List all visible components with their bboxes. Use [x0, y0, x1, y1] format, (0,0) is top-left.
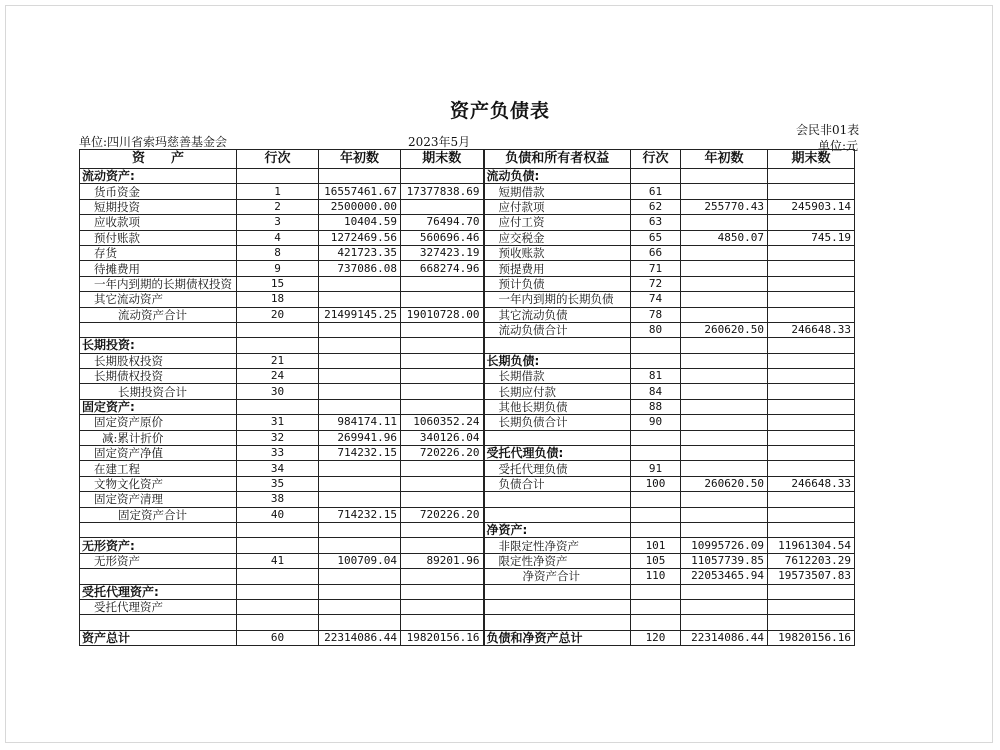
table-row: [80, 338, 855, 353]
liability-begin-value: [681, 507, 768, 522]
asset-begin-value: [319, 384, 401, 399]
asset-name: 长期股权投资: [80, 353, 237, 368]
asset-begin-value: [319, 492, 401, 507]
liability-end-value: [768, 215, 855, 230]
reporting-period: 2023年5月: [408, 135, 471, 149]
liability-line-no: 71: [631, 261, 681, 276]
asset-name: 受托代理资产: [80, 599, 237, 614]
asset-end-value: 668274.96: [401, 261, 484, 276]
asset-name: 文物文化资产: [80, 476, 237, 491]
liability-begin-value: 260620.50: [681, 476, 768, 491]
liability-name: 一年内到期的长期负债: [484, 292, 631, 307]
col-header-line: 行次: [237, 150, 319, 169]
liability-end-value: 19820156.16: [768, 630, 855, 645]
asset-end-value: [401, 338, 484, 353]
asset-name: 固定资产净值: [80, 446, 237, 461]
asset-begin-value: [319, 292, 401, 307]
asset-name: 固定资产合计: [80, 507, 237, 522]
liability-name: 长期负债:: [484, 353, 631, 368]
asset-begin-value: 21499145.25: [319, 307, 401, 322]
asset-end-value: [401, 461, 484, 476]
liability-name: [484, 507, 631, 522]
liability-name: [484, 584, 631, 599]
asset-end-value: [401, 492, 484, 507]
liability-begin-value: [681, 461, 768, 476]
liability-begin-value: 22053465.94: [681, 569, 768, 584]
liability-end-value: [768, 615, 855, 630]
liability-line-no: [631, 522, 681, 537]
asset-line-no: 40: [237, 507, 319, 522]
asset-end-value: [401, 615, 484, 630]
liability-begin-value: [681, 261, 768, 276]
liability-begin-value: [681, 307, 768, 322]
liability-end-value: [768, 261, 855, 276]
table-row: [80, 461, 855, 476]
asset-end-value: [401, 538, 484, 553]
asset-begin-value: 714232.15: [319, 507, 401, 522]
asset-line-no: [237, 399, 319, 414]
liability-begin-value: [681, 492, 768, 507]
liability-end-value: 246648.33: [768, 322, 855, 337]
liability-name: 预收账款: [484, 245, 631, 260]
liability-name: 长期应付款: [484, 384, 631, 399]
asset-line-no: 38: [237, 492, 319, 507]
liability-line-no: 74: [631, 292, 681, 307]
liability-end-value: [768, 307, 855, 322]
report-title: 资产负债表: [449, 100, 550, 122]
liability-begin-value: 260620.50: [681, 322, 768, 337]
liability-begin-value: [681, 399, 768, 414]
currency-unit: 单位:元: [818, 139, 859, 153]
liability-name: 流动负债合计: [484, 322, 631, 337]
liability-end-value: [768, 169, 855, 184]
asset-begin-value: [319, 569, 401, 584]
asset-end-value: [401, 322, 484, 337]
liability-begin-value: [681, 430, 768, 445]
liability-end-value: [768, 338, 855, 353]
asset-end-value: 720226.20: [401, 446, 484, 461]
asset-name: 预付账款: [80, 230, 237, 245]
liability-end-value: 19573507.83: [768, 569, 855, 584]
asset-line-no: 2: [237, 199, 319, 214]
asset-begin-value: [319, 599, 401, 614]
col-header-asset: 资 产: [80, 150, 237, 169]
asset-begin-value: 984174.11: [319, 415, 401, 430]
asset-name: 固定资产原价: [80, 415, 237, 430]
asset-line-no: 35: [237, 476, 319, 491]
liability-end-value: 246648.33: [768, 476, 855, 491]
asset-name: [80, 522, 237, 537]
table-row: [80, 584, 855, 599]
asset-end-value: [401, 199, 484, 214]
asset-end-value: [401, 599, 484, 614]
asset-begin-value: 714232.15: [319, 446, 401, 461]
liability-line-no: [631, 446, 681, 461]
liability-name: 流动负债:: [484, 169, 631, 184]
asset-line-no: 9: [237, 261, 319, 276]
asset-line-no: 1: [237, 184, 319, 199]
balance-sheet-table: [79, 149, 855, 646]
balance-sheet-body: [80, 150, 855, 646]
asset-line-no: 3: [237, 215, 319, 230]
liability-end-value: [768, 184, 855, 199]
asset-line-no: [237, 169, 319, 184]
liability-line-no: 90: [631, 415, 681, 430]
asset-end-value: 89201.96: [401, 553, 484, 568]
liability-name: 限定性净资产: [484, 553, 631, 568]
liability-begin-value: [681, 615, 768, 630]
liability-line-no: 101: [631, 538, 681, 553]
asset-line-no: 60: [237, 630, 319, 645]
liability-end-value: [768, 369, 855, 384]
liability-name: [484, 430, 631, 445]
liability-end-value: [768, 245, 855, 260]
liability-begin-value: [681, 245, 768, 260]
asset-end-value: 17377838.69: [401, 184, 484, 199]
asset-end-value: 76494.70: [401, 215, 484, 230]
asset-line-no: [237, 338, 319, 353]
table-row: [80, 230, 855, 245]
asset-line-no: 33: [237, 446, 319, 461]
liability-line-no: 66: [631, 245, 681, 260]
table-row: [80, 630, 855, 645]
asset-line-no: 24: [237, 369, 319, 384]
asset-name: 固定资产:: [80, 399, 237, 414]
asset-end-value: [401, 369, 484, 384]
liability-end-value: [768, 599, 855, 614]
liability-end-value: [768, 522, 855, 537]
asset-end-value: [401, 353, 484, 368]
asset-line-no: 31: [237, 415, 319, 430]
liability-end-value: [768, 415, 855, 430]
liability-end-value: 7612203.29: [768, 553, 855, 568]
liability-begin-value: 10995726.09: [681, 538, 768, 553]
liability-end-value: 11961304.54: [768, 538, 855, 553]
liability-line-no: 72: [631, 276, 681, 291]
liability-name: 负债合计: [484, 476, 631, 491]
col-header-end-2: 期末数: [768, 150, 855, 169]
liability-begin-value: [681, 584, 768, 599]
asset-begin-value: [319, 399, 401, 414]
col-header-liabilities: 负债和所有者权益: [484, 150, 631, 169]
liability-line-no: 78: [631, 307, 681, 322]
asset-name: 短期投资: [80, 199, 237, 214]
liability-name: 其他长期负债: [484, 399, 631, 414]
liability-end-value: [768, 384, 855, 399]
liability-begin-value: 11057739.85: [681, 553, 768, 568]
asset-name: 无形资产:: [80, 538, 237, 553]
liability-name: 负债和净资产总计: [484, 630, 631, 645]
asset-name: [80, 615, 237, 630]
table-header-row: [80, 150, 855, 169]
asset-begin-value: [319, 584, 401, 599]
table-row: [80, 415, 855, 430]
asset-begin-value: 16557461.67: [319, 184, 401, 199]
liability-begin-value: 4850.07: [681, 230, 768, 245]
liability-name: 应付款项: [484, 199, 631, 214]
asset-end-value: 19820156.16: [401, 630, 484, 645]
asset-line-no: [237, 599, 319, 614]
asset-end-value: [401, 292, 484, 307]
liability-line-no: 110: [631, 569, 681, 584]
asset-begin-value: [319, 276, 401, 291]
asset-name: 存货: [80, 245, 237, 260]
table-row: [80, 184, 855, 199]
form-code: 会民非01表: [796, 123, 860, 137]
liability-end-value: [768, 430, 855, 445]
liability-name: 预计负债: [484, 276, 631, 291]
asset-name: 长期债权投资: [80, 369, 237, 384]
liability-name: [484, 338, 631, 353]
liability-end-value: [768, 507, 855, 522]
liability-name: 长期负债合计: [484, 415, 631, 430]
asset-begin-value: 22314086.44: [319, 630, 401, 645]
asset-name: 减:累计折价: [80, 430, 237, 445]
asset-name: 流动资产合计: [80, 307, 237, 322]
liability-name: 预提费用: [484, 261, 631, 276]
asset-line-no: [237, 538, 319, 553]
table-row: [80, 599, 855, 614]
liability-begin-value: [681, 292, 768, 307]
liability-name: 受托代理负债:: [484, 446, 631, 461]
asset-line-no: 34: [237, 461, 319, 476]
asset-end-value: [401, 476, 484, 491]
asset-name: 受托代理资产:: [80, 584, 237, 599]
asset-name: 一年内到期的长期债权投资: [80, 276, 237, 291]
liability-end-value: [768, 276, 855, 291]
liability-line-no: 105: [631, 553, 681, 568]
liability-line-no: [631, 492, 681, 507]
asset-begin-value: [319, 353, 401, 368]
liability-end-value: [768, 353, 855, 368]
liability-line-no: 81: [631, 369, 681, 384]
asset-line-no: 32: [237, 430, 319, 445]
asset-begin-value: [319, 169, 401, 184]
liability-name: 短期借款: [484, 184, 631, 199]
asset-line-no: 41: [237, 553, 319, 568]
liability-end-value: [768, 446, 855, 461]
liability-line-no: [631, 507, 681, 522]
liability-name: 受托代理负债: [484, 461, 631, 476]
liability-line-no: [631, 338, 681, 353]
asset-begin-value: [319, 522, 401, 537]
table-row: [80, 292, 855, 307]
liability-line-no: 63: [631, 215, 681, 230]
asset-end-value: 327423.19: [401, 245, 484, 260]
asset-end-value: [401, 169, 484, 184]
liability-line-no: [631, 599, 681, 614]
asset-line-no: 20: [237, 307, 319, 322]
table-row: [80, 538, 855, 553]
table-row: [80, 261, 855, 276]
liability-name: 应交税金: [484, 230, 631, 245]
asset-name: 货币资金: [80, 184, 237, 199]
liability-name: 长期借款: [484, 369, 631, 384]
col-header-begin: 年初数: [319, 150, 401, 169]
col-header-line-2: 行次: [631, 150, 681, 169]
liability-end-value: [768, 584, 855, 599]
liability-begin-value: [681, 276, 768, 291]
asset-line-no: [237, 615, 319, 630]
asset-end-value: [401, 569, 484, 584]
table-row: [80, 430, 855, 445]
liability-line-no: [631, 353, 681, 368]
asset-name: [80, 569, 237, 584]
asset-begin-value: 421723.35: [319, 245, 401, 260]
asset-name: 资产总计: [80, 630, 237, 645]
asset-begin-value: [319, 615, 401, 630]
table-row: [80, 507, 855, 522]
table-row: [80, 353, 855, 368]
asset-begin-value: [319, 338, 401, 353]
asset-name: 在建工程: [80, 461, 237, 476]
asset-end-value: 340126.04: [401, 430, 484, 445]
liability-name: 非限定性净资产: [484, 538, 631, 553]
asset-end-value: 19010728.00: [401, 307, 484, 322]
table-row: [80, 569, 855, 584]
asset-begin-value: 100709.04: [319, 553, 401, 568]
liability-begin-value: 255770.43: [681, 199, 768, 214]
asset-line-no: [237, 522, 319, 537]
liability-name: [484, 492, 631, 507]
table-row: [80, 199, 855, 214]
liability-line-no: 91: [631, 461, 681, 476]
liability-name: 应付工资: [484, 215, 631, 230]
asset-line-no: 4: [237, 230, 319, 245]
asset-line-no: [237, 569, 319, 584]
liability-line-no: [631, 615, 681, 630]
asset-begin-value: [319, 538, 401, 553]
table-row: [80, 215, 855, 230]
asset-name: 应收款项: [80, 215, 237, 230]
liability-line-no: 120: [631, 630, 681, 645]
liability-line-no: [631, 584, 681, 599]
table-row: [80, 446, 855, 461]
table-row: [80, 322, 855, 337]
asset-begin-value: 737086.08: [319, 261, 401, 276]
liability-end-value: [768, 461, 855, 476]
table-row: [80, 522, 855, 537]
asset-line-no: 21: [237, 353, 319, 368]
asset-name: 固定资产清理: [80, 492, 237, 507]
table-row: [80, 169, 855, 184]
table-row: [80, 276, 855, 291]
liability-line-no: 61: [631, 184, 681, 199]
liability-line-no: 84: [631, 384, 681, 399]
asset-begin-value: 10404.59: [319, 215, 401, 230]
liability-name: [484, 615, 631, 630]
asset-end-value: [401, 276, 484, 291]
liability-begin-value: 22314086.44: [681, 630, 768, 645]
asset-begin-value: 269941.96: [319, 430, 401, 445]
asset-line-no: 8: [237, 245, 319, 260]
liability-end-value: 745.19: [768, 230, 855, 245]
asset-end-value: 560696.46: [401, 230, 484, 245]
asset-line-no: 18: [237, 292, 319, 307]
asset-begin-value: [319, 369, 401, 384]
liability-end-value: [768, 492, 855, 507]
liability-name: [484, 599, 631, 614]
asset-name: [80, 322, 237, 337]
liability-begin-value: [681, 599, 768, 614]
table-row: [80, 369, 855, 384]
liability-begin-value: [681, 522, 768, 537]
asset-name: 其它流动资产: [80, 292, 237, 307]
asset-line-no: [237, 584, 319, 599]
asset-end-value: 720226.20: [401, 507, 484, 522]
table-row: [80, 245, 855, 260]
table-row: [80, 615, 855, 630]
liability-line-no: 65: [631, 230, 681, 245]
liability-begin-value: [681, 446, 768, 461]
asset-end-value: [401, 399, 484, 414]
asset-name: 无形资产: [80, 553, 237, 568]
liability-line-no: 62: [631, 199, 681, 214]
asset-line-no: 30: [237, 384, 319, 399]
liability-name: 净资产合计: [484, 569, 631, 584]
asset-name: 长期投资:: [80, 338, 237, 353]
liability-line-no: [631, 430, 681, 445]
col-header-begin-2: 年初数: [681, 150, 768, 169]
liability-line-no: 100: [631, 476, 681, 491]
liability-begin-value: [681, 369, 768, 384]
table-row: [80, 307, 855, 322]
asset-begin-value: [319, 461, 401, 476]
reporting-organization: 单位:四川省索玛慈善基金会: [79, 135, 228, 149]
liability-begin-value: [681, 353, 768, 368]
table-row: [80, 384, 855, 399]
table-row: [80, 553, 855, 568]
table-row: [80, 399, 855, 414]
table-row: [80, 492, 855, 507]
liability-begin-value: [681, 184, 768, 199]
liability-begin-value: [681, 415, 768, 430]
liability-name: 净资产:: [484, 522, 631, 537]
liability-end-value: [768, 399, 855, 414]
liability-begin-value: [681, 169, 768, 184]
asset-end-value: [401, 584, 484, 599]
asset-begin-value: [319, 322, 401, 337]
liability-line-no: 80: [631, 322, 681, 337]
liability-end-value: 245903.14: [768, 199, 855, 214]
asset-begin-value: [319, 476, 401, 491]
liability-line-no: [631, 169, 681, 184]
liability-begin-value: [681, 215, 768, 230]
asset-name: 长期投资合计: [80, 384, 237, 399]
asset-end-value: [401, 384, 484, 399]
asset-end-value: 1060352.24: [401, 415, 484, 430]
liability-name: 其它流动负债: [484, 307, 631, 322]
asset-line-no: [237, 322, 319, 337]
liability-line-no: 88: [631, 399, 681, 414]
asset-end-value: [401, 522, 484, 537]
liability-end-value: [768, 292, 855, 307]
liability-begin-value: [681, 384, 768, 399]
asset-name: 待摊费用: [80, 261, 237, 276]
asset-begin-value: 2500000.00: [319, 199, 401, 214]
table-row: [80, 476, 855, 491]
asset-line-no: 15: [237, 276, 319, 291]
col-header-end: 期末数: [401, 150, 484, 169]
liability-begin-value: [681, 338, 768, 353]
asset-name: 流动资产:: [80, 169, 237, 184]
asset-begin-value: 1272469.56: [319, 230, 401, 245]
